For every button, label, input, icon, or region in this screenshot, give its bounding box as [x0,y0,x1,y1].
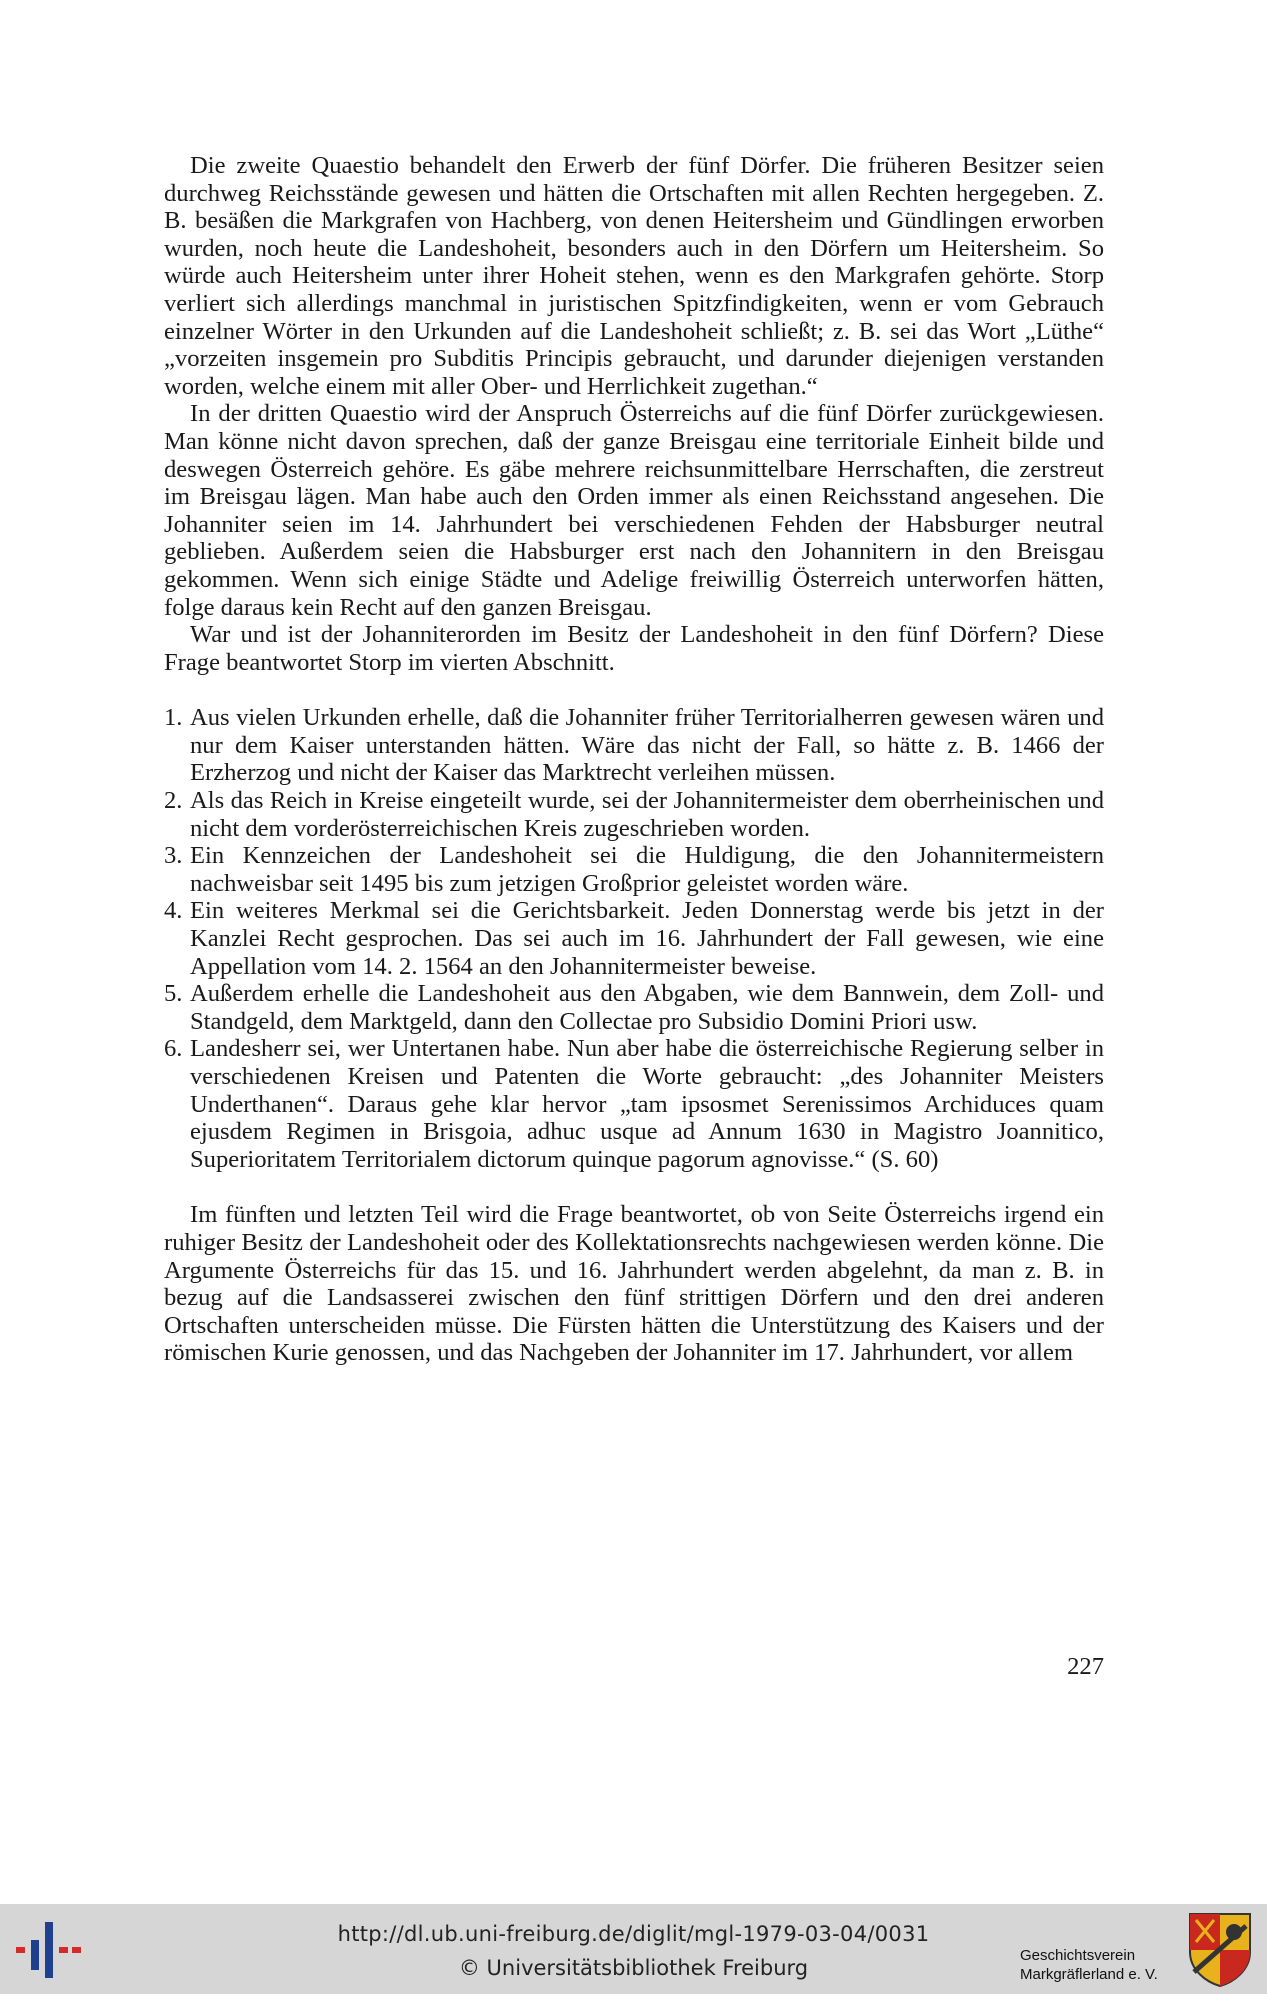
spacer [164,1173,1104,1201]
list-text: Ein Kennzeichen der Landeshoheit sei die Huldigung, die den Johannitermeistern nachweisbar seit 1495 bis zum jetzigen Großprior geleistet worden wäre. [190,842,1104,897]
footer-bar [0,1904,1267,1994]
list-number: 6. [164,1035,183,1063]
paragraph: Im fünften und letzten Teil wird die Frage beantwortet, ob von Seite Österreichs irgend ein ruhiger Besitz der Landeshoheit oder des Kollektationsrechts nachgewiesen werden könne. Die Argumente Österreichs für das 15. und 16. Jahrhundert werden abgelehnt, da man z. B. in bezug auf die Landsasserei zwischen den fünf strittigen Dörfern und den drei anderen Ortschaften unterscheiden müsse. Die Fürsten hätten die Unterstützung des Kaisers und der römischen Kurie genossen, und das Nachgeben der Johanniter im 17. Jahrhundert, vor allem [164,1201,1104,1367]
list-item [164,704,1104,787]
coat-of-arms-icon [1188,1912,1252,1988]
paragraph: Die zweite Quaestio behandelt den Erwerb der fünf Dörfer. Die früheren Besitzer seien durchweg Reichsstände gewesen und hätten die Ortschaften mit allen Rechten hergegeben. Z. B. besäßen die Markgrafen von Hachberg, von denen Heitersheim und Gündlingen erworben wurden, noch heute die Landeshoheit, besonders auch in den Dörfern um Heitersheim. So würde auch Heitersheim unter ihrer Hoheit stehen, wenn es den Markgrafen gehörte. Storp verliert sich allerdings manchmal in juristischen Spitzfindigkeiten, wenn er vom Gebrauch einzelner Wörter in den Urkunden auf die Landeshoheit schließt; z. B. sei das Wort „Lüthe“ „vorzeiten insgemein pro Subditis Principis gebraucht, und darunder diejenigen verstanden worden, welche einem mit aller Ober- und Herrlichkeit zugethan.“ [164,152,1104,400]
list-item [164,787,1104,842]
copyright-text: © Universitätsbibliothek Freiburg [458,1956,809,1980]
list-text: Als das Reich in Kreise eingeteilt wurde, sei der Johannitermeister dem oberrheinischen und nicht dem vorderösterreichischen Kreis zugeschrieben worden. [190,787,1104,842]
spacer [164,676,1104,704]
society-name-line1: Geschichtsverein [1020,1947,1136,1964]
list-item [164,1035,1104,1173]
list-item [164,980,1104,1035]
paragraph: War und ist der Johanniterorden im Besitz der Landeshoheit in den fünf Dörfern? Diese Frage beantwortet Storp im vierten Abschnitt. [164,621,1104,676]
list-text: Ein weiteres Merkmal sei die Gerichtsbarkeit. Jeden Donnerstag werde bis jetzt in der Kanzlei Recht gesprochen. Das sei auch im 16. Jahrhundert der Fall gewesen, wie eine Appellation vom 14. 2. 1564 an den Johannitermeister beweise. [190,897,1104,980]
list-number: 4. [164,897,183,925]
list-text: Aus vielen Urkunden erhelle, daß die Johanniter früher Territorialherren gewesen wären und nur dem Kaiser unterstanden hätten. Wäre das nicht der Fall, so hätte z. B. 1466 der Erzherzog und nicht der Kaiser das Marktrecht verleihen müssen. [190,704,1104,787]
list-number: 5. [164,980,183,1008]
list-text: Landesherr sei, wer Untertanen habe. Nun aber habe die österreichische Regierung selber in verschiedenen Kreisen und Patenten die Worte gebraucht: „des Johanniter Meisters Underthanen“. Daraus gehe klar hervor „tam ipsosmet Serenissimos Archiduces quam ejusdem Regimen in Brisgoia, adhuc usque ad Annum 1630 in Magistro Joannitico, Superioritatem Territorialem dictorum quinque pagorum agnovisse.“ (S. 60) [190,1035,1104,1173]
list-number: 2. [164,787,183,815]
list-number: 3. [164,842,183,870]
list-item [164,842,1104,897]
document-url-link[interactable]: http://dl.ub.uni-freiburg.de/diglit/mgl-1979-03-04/0031 [337,1922,930,1946]
numbered-list [164,704,1104,1173]
list-text: Außerdem erhelle die Landeshoheit aus den Abgaben, wie dem Bannwein, dem Zoll- und Standgeld, dem Marktgeld, dann den Collectae pro Subsidio Domini Priori usw. [190,980,1104,1035]
list-item [164,897,1104,980]
list-number: 1. [164,704,183,732]
document-body [164,152,1104,1367]
society-name-line2: Markgräflerland e. V. [1020,1966,1158,1983]
page-number: 227 [1067,1653,1104,1680]
society-name [1020,1946,1158,1984]
paragraph: In der dritten Quaestio wird der Anspruch Österreichs auf die fünf Dörfer zurückgewiesen. Man könne nicht davon sprechen, daß der ganze Breisgau eine territoriale Einheit bilde und deswegen Österreich gehöre. Es gäbe mehrere reichsunmittelbare Herrschaften, die zerstreut im Breisgau lägen. Man habe auch den Orden immer als einen Reichsstand angesehen. Die Johanniter seien im 14. Jahrhundert bei verschiedenen Fehden der Habsburger neutral geblieben. Außerdem seien die Habsburger erst nach den Johannitern in den Breisgau gekommen. Wenn sich einige Städte und Adelige freiwillig Österreich unterworfen hätten, folge daraus kein Recht auf den ganzen Breisgau. [164,400,1104,621]
